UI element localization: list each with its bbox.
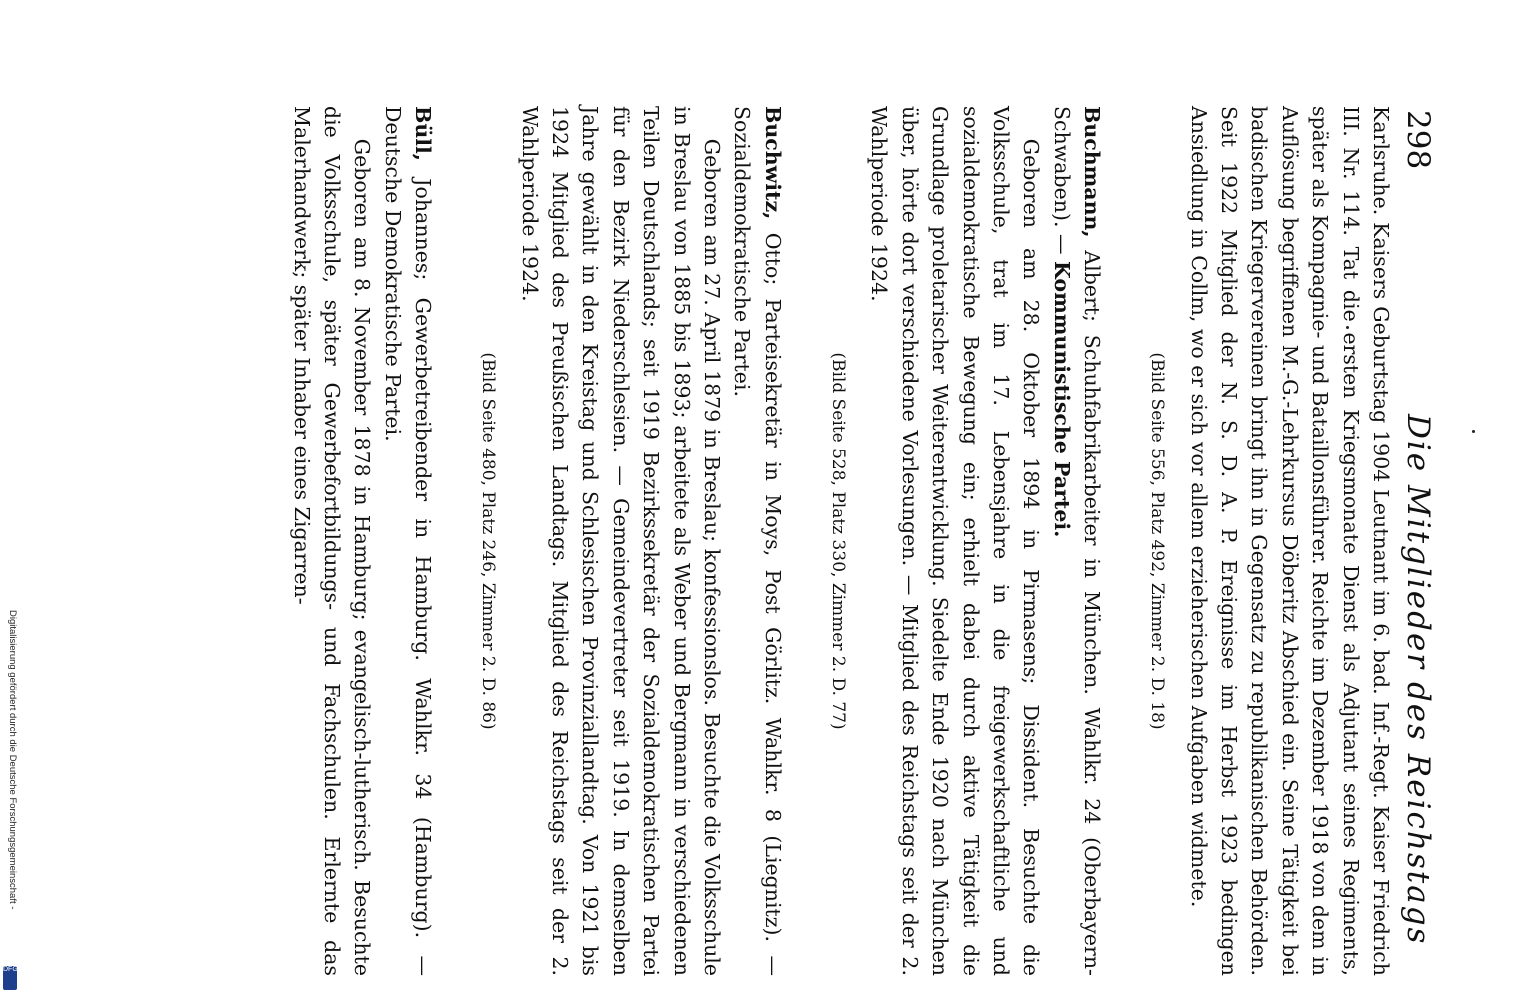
picture-reference: (Bild Seite 528, Platz 330, Zimmer 2. D. 77) <box>827 352 848 730</box>
dfg-logo-icon <box>3 966 17 990</box>
entry-intro: Otto; Parteisekretär in Moys, Post Görlitz. Wahlkr. 8 (Liegnitz). — <box>760 232 785 976</box>
continuation-block <box>1143 106 1396 976</box>
entry-name: Buchwitz, <box>760 106 785 220</box>
entry-body: Geboren am 8. November 1878 in Hamburg; evangelisch-lutherisch. Besuchte die Volksschule, später Gewerbefortbildungs- und Fachschulen. Erlernte das Malerhandwerk; später Inhaber eines Zigarren- <box>289 106 375 976</box>
page-number: 298 <box>1400 110 1436 170</box>
running-title: Die Mitglieder des Reichstags <box>1400 414 1436 946</box>
entry-intro: Albert; Schuhfabrikarbeiter in München. Wahlkr. 24 (Oberbayern-Schwaben). — <box>1049 106 1105 976</box>
entry-heading <box>377 106 438 976</box>
rotated-page <box>80 96 1440 976</box>
entry-party: Kommunistische Partei. <box>1049 261 1074 538</box>
entry-heading <box>727 106 788 976</box>
entry-buchmann <box>824 106 1107 976</box>
entry-body: Geboren am 28. Oktober 1894 in Pirmasens; Dissident. Besuchte die Volksschule, trat im 17. Lebensjahre in die freigewerkschaftliche und sozialdemokratische Bewegung ein; erhielt dabei durch aktive Tätigkeit die Grundlage proletarischer Weiterentwicklung. Siedelte Ende 1920 nach München über, hörte dort verschiedene Vorlesungen. — Mitglied des Reichstags seit der 2. Wahlperiode 1924. <box>867 106 1044 976</box>
dfg-logo-label: DFG <box>3 966 18 973</box>
picture-reference: (Bild Seite 556, Platz 492, Zimmer 2. D. 18) <box>1147 352 1168 730</box>
entry-name: Buchmann, <box>1080 106 1105 238</box>
entry-heading <box>1046 106 1107 976</box>
picture-reference: (Bild Seite 480, Platz 246, Zimmer 2. D. 86) <box>478 352 499 730</box>
entry-intro: Johannes; Gewerbetreibender in Hamburg. Wahlkr. 34 (Hamburg). — <box>411 178 436 976</box>
entry-party: Deutsche Demokratische Partei. <box>380 106 405 442</box>
digitization-credit <box>0 610 20 1000</box>
entry-buchwitz <box>474 106 788 976</box>
credit-text: Digitalisierung gefördert durch die Deutsche Forschungsgemeinschaft - <box>7 610 18 910</box>
page-content <box>286 96 1396 976</box>
entry-body: Geboren am 27. April 1879 in Breslau; konfessionslos. Besuchte die Volksschule in Breslau von 1885 bis 1893; arbeitete als Weber und Bergmann in verschiedenen Teilen Deutschlands; seit 1919 Bezirkssekretär der Sozialdemokratischen Partei für den Bezirk Niederschlesien. — Gemeindevertreter seit 1919. In demselben Jahre gewählt in den Kreistag und Schlesischen Provinziallandtag. Von 1921 bis 1924 Mitglied des Preußischen Landtags. Mitglied des Reichstags seit der 2. Wahlperiode 1924. <box>517 106 725 976</box>
entry-party: Sozialdemokratische Partei. <box>730 106 755 397</box>
entry-buell <box>286 106 438 976</box>
page-header <box>1396 96 1440 976</box>
continuation-text: Karlsruhe. Kaisers Geburtstag 1904 Leutnant im 6. bad. Inf.-Regt. Kaiser Friedrich III. Nr. 114. Tat die ersten Kriegsmonate Dienst als Adjutant seines Regiments, später als Kompagnie- und Bataillonsführer. Reichte im Dezember 1918 von dem in Auflösung begriffenen M.-G.-Lehrkursus Döberitz Abschied ein. Seine Tätigkeit bei badischen Kriegervereinen bringt ihn in Gegensatz zu republikanischen Behörden. Seit 1922 Mitglied der N. S. D. A. P. Ereignisse im Herbst 1923 bedingen Ansiedlung in Collm, wo er sich vor allem erzieherischen Aufgaben widmete. <box>1186 106 1393 976</box>
entry-name: Büll, <box>411 106 436 161</box>
